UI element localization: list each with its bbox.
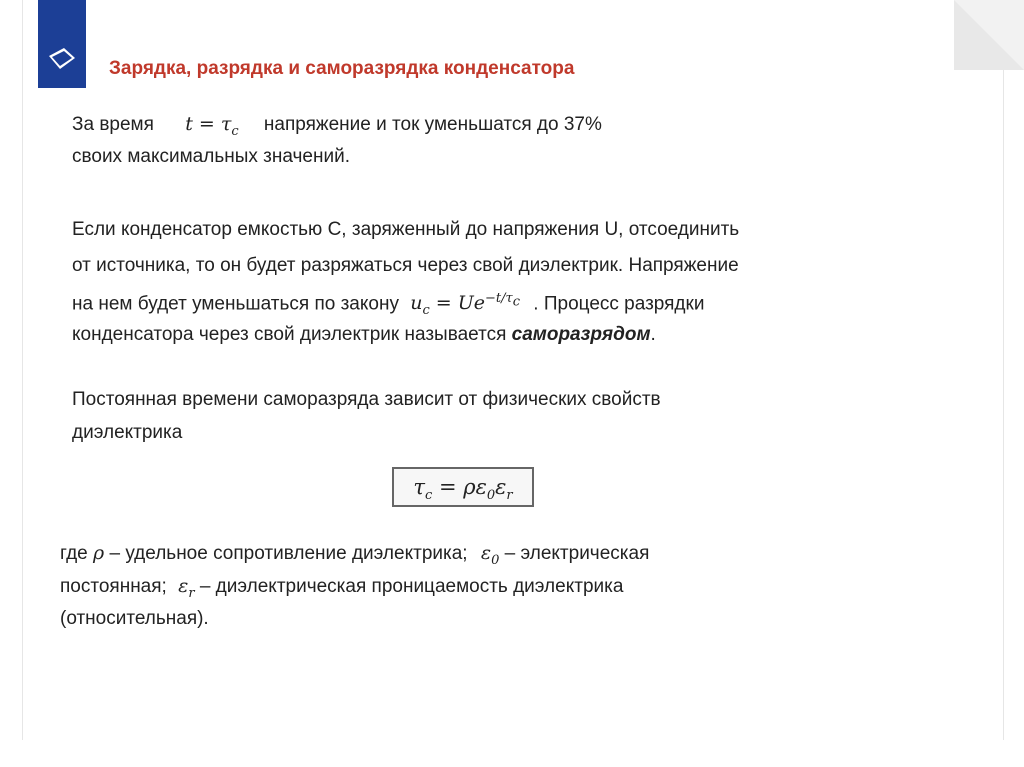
p1-text-a: За время <box>72 114 154 135</box>
p1-text-b: напряжение и ток уменьшатся до 37% <box>263 114 602 135</box>
p3-line2: диэлектрика <box>72 422 183 443</box>
header-badge <box>38 0 86 88</box>
formula-t-tau: $t = \tau_c$ <box>185 113 239 139</box>
p2-text-a: на нем будет уменьшаться по закону <box>72 293 399 315</box>
p2-line2: от источника, то он будет разряжаться через свой диэлектрик. Напряжение <box>72 255 739 276</box>
p4-text-b: – удельное сопротивление диэлектрика; <box>109 543 468 564</box>
p4-text-d: постоянная; <box>60 576 167 597</box>
formula-box-tau: $\tau_c = \rho\varepsilon_0\varepsilon_r$ <box>392 467 534 507</box>
p3-line1: Постоянная времени саморазряда зависит от физических свойств <box>72 389 661 410</box>
p2-text-b: . Процесс разрядки <box>533 293 705 315</box>
book-icon <box>46 44 78 74</box>
p4-text-c: – электрическая <box>504 543 650 564</box>
p4-line3: (относительная). <box>60 608 209 629</box>
p2-text-d: . <box>650 324 656 345</box>
formula-decay: $u_c = Ue^{-t/\tau_c}$ <box>410 291 521 319</box>
p1-line2: своих максимальных значений. <box>72 146 350 167</box>
symbol-epsr: $\varepsilon_r$ <box>178 575 195 601</box>
page-fold <box>954 0 1024 70</box>
symbol-rho: ρ <box>93 542 105 564</box>
p2-line4 <box>72 320 656 350</box>
symbol-eps0: $\varepsilon_0$ <box>480 542 500 568</box>
p2-text-c: конденсатора через свой диэлектрик называется <box>72 324 507 345</box>
p2-line1: Если конденсатор емкостью С, заряженный до напряжения U, отсоединить <box>72 219 740 240</box>
p4-text-a: где <box>60 543 88 564</box>
slide-title: Зарядка, разрядка и саморазрядка конденсатора <box>109 58 575 79</box>
term-self-discharge: саморазрядом <box>511 324 651 345</box>
p4-text-e: – диэлектрическая проницаемость диэлектрика <box>199 576 624 597</box>
